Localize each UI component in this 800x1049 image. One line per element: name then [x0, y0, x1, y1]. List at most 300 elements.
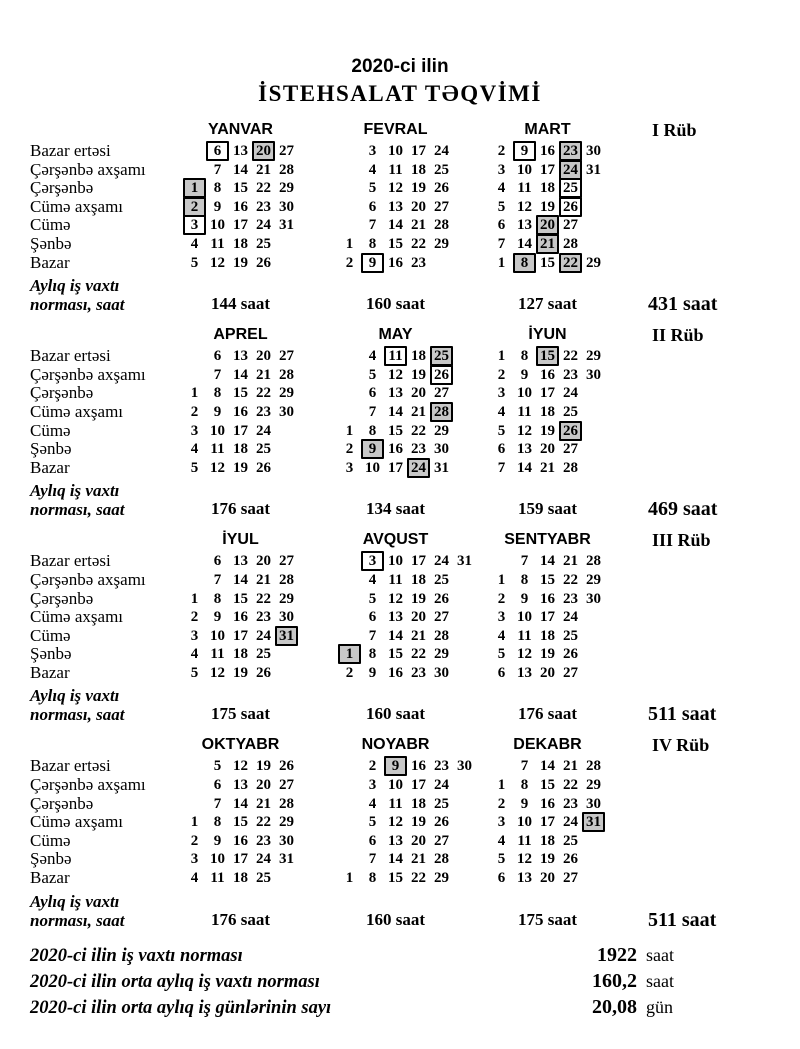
month-week-cell [183, 440, 338, 459]
month-week-cell [183, 813, 338, 832]
date-cell [338, 850, 361, 869]
date-cell-holiday: 20 [536, 215, 559, 235]
date-cell: 20 [411, 832, 426, 849]
date-cell [183, 571, 206, 590]
date-cell: 12 [517, 851, 532, 868]
date-cell: 3 [368, 777, 377, 794]
quarter-block [30, 323, 800, 519]
date-cell: 24 [256, 627, 271, 644]
date-cell-holiday: 9 [361, 439, 384, 459]
weekday-label: Bazar ertəsi [30, 346, 111, 366]
date-cell-holiday: 1 [338, 644, 361, 664]
date-cell [183, 142, 206, 161]
quarter-total: 431 saat [648, 293, 718, 316]
month-week-cell [338, 627, 490, 646]
date-cell: 22 [411, 235, 426, 252]
date-cell: 11 [388, 571, 403, 588]
date-cell: 29 [586, 777, 601, 794]
weekday-row [30, 832, 800, 851]
date-cell: 15 [388, 235, 403, 252]
date-cell: 2 [345, 254, 354, 271]
hours-row [30, 686, 800, 724]
date-cell [605, 142, 628, 161]
month-week-cell [490, 813, 648, 832]
weekday-row [30, 645, 800, 664]
date-cell: 12 [517, 198, 532, 215]
quarter-block [30, 118, 800, 314]
weekday-label: Cümə [30, 215, 71, 235]
date-cell [298, 590, 321, 609]
month-hours: 160 saat [365, 704, 426, 724]
summary-row [30, 970, 800, 996]
date-cell: 28 [563, 235, 578, 252]
spacer [648, 832, 800, 851]
weekday-row [30, 198, 800, 217]
date-cell: 14 [233, 366, 248, 383]
month-week [338, 403, 476, 422]
month-week [490, 235, 628, 254]
date-cell [338, 795, 361, 814]
date-cell: 31 [586, 161, 601, 178]
month-week-cell [183, 571, 338, 590]
month-week-cell [338, 776, 490, 795]
weekday-label: Bazar [30, 252, 70, 272]
date-cell [605, 645, 628, 664]
date-cell: 18 [233, 646, 248, 663]
date-cell [605, 216, 628, 235]
month-header: YANVAR [208, 121, 273, 138]
date-cell: 10 [388, 143, 403, 159]
date-cell: 25 [434, 795, 449, 812]
date-cell [453, 347, 476, 366]
month-week [490, 590, 628, 609]
date-cell-holiday: 24 [407, 458, 430, 478]
date-cell: 5 [497, 198, 506, 215]
date-cell: 2 [368, 758, 377, 775]
month-week [338, 198, 476, 217]
month-week-cell [338, 795, 490, 814]
month-week [338, 608, 476, 627]
date-cell [582, 645, 605, 664]
weekday-row [30, 869, 800, 888]
month-week-cell [183, 198, 338, 217]
date-cell [605, 440, 628, 459]
weekday-row [30, 366, 800, 385]
month-week-cell [338, 384, 490, 403]
date-cell: 13 [233, 777, 248, 794]
date-cell: 30 [434, 664, 449, 681]
month-week [183, 384, 321, 403]
month-header-cell [183, 736, 338, 754]
date-cell: 23 [434, 758, 449, 775]
month-week [338, 440, 476, 459]
weekday-row [30, 254, 800, 273]
date-cell: 7 [368, 217, 377, 234]
spacer [648, 347, 800, 366]
date-cell [183, 776, 206, 795]
month-header: İYUL [222, 531, 259, 549]
date-cell [605, 627, 628, 646]
weekday-label: Şənbə [30, 233, 72, 253]
date-cell: 18 [540, 627, 555, 644]
date-cell: 10 [210, 217, 225, 234]
month-week-cell [338, 571, 490, 590]
date-cell: 1 [497, 348, 506, 365]
date-cell-boxed: 6 [206, 141, 229, 161]
month-week [338, 142, 476, 161]
month-week [490, 552, 628, 571]
month-week-cell [490, 832, 648, 851]
date-cell [605, 795, 628, 814]
date-cell: 1 [190, 385, 199, 402]
month-week [490, 216, 628, 235]
date-cell [453, 142, 476, 161]
date-cell [298, 384, 321, 403]
month-header-row [30, 528, 800, 552]
month-week-cell [490, 366, 648, 385]
date-cell: 22 [563, 348, 578, 365]
date-cell: 12 [210, 664, 225, 681]
month-week [338, 179, 476, 198]
spacer [648, 403, 800, 422]
date-cell: 1 [497, 571, 506, 588]
date-cell [490, 552, 513, 571]
date-cell: 8 [368, 422, 377, 439]
month-week [183, 179, 321, 198]
date-cell: 20 [540, 870, 555, 887]
spacer [648, 142, 800, 161]
spacer [648, 235, 800, 254]
date-cell: 12 [388, 590, 403, 607]
date-cell: 17 [233, 627, 248, 644]
month-week [183, 161, 321, 180]
date-cell: 21 [256, 795, 271, 812]
date-cell-holiday: 31 [275, 626, 298, 646]
weekday-row [30, 627, 800, 646]
date-cell [582, 198, 605, 217]
date-cell: 14 [540, 553, 555, 570]
date-cell [275, 869, 298, 888]
month-week [490, 608, 628, 627]
date-cell: 5 [497, 646, 506, 663]
month-week-cell [183, 459, 338, 478]
date-cell [582, 459, 605, 478]
spacer [648, 850, 800, 869]
date-cell [605, 664, 628, 683]
month-week-cell [338, 664, 490, 683]
month-week [338, 235, 476, 254]
month-week [490, 571, 628, 590]
date-cell [338, 776, 361, 795]
date-cell: 20 [411, 609, 426, 626]
date-cell [298, 664, 321, 683]
summary-row [30, 944, 800, 970]
quarter-label: III Rüb [652, 529, 711, 550]
date-cell [582, 179, 605, 198]
date-cell [453, 813, 476, 832]
weekday-row [30, 664, 800, 683]
date-cell: 21 [411, 627, 426, 644]
summary-label: 2020-ci ilin orta aylıq iş günlərinin sayı [30, 997, 332, 1018]
date-cell: 29 [586, 348, 601, 365]
date-cell: 19 [233, 254, 248, 271]
date-cell: 30 [434, 441, 449, 458]
date-cell-holiday: 23 [559, 141, 582, 161]
month-header-cell [338, 531, 490, 549]
month-week [490, 813, 628, 832]
date-cell [298, 142, 321, 161]
date-cell [298, 254, 321, 273]
date-cell [582, 832, 605, 851]
weekday-row [30, 552, 800, 571]
date-cell [275, 254, 298, 273]
month-week-cell [338, 440, 490, 459]
date-cell-holiday: 26 [559, 421, 582, 441]
date-cell-holiday: 21 [536, 234, 559, 254]
month-week-cell [338, 235, 490, 254]
date-cell [490, 757, 513, 776]
month-week-cell [183, 216, 338, 235]
date-cell: 6 [497, 217, 506, 234]
spacer [648, 552, 800, 571]
month-week [490, 161, 628, 180]
date-cell: 26 [563, 646, 578, 663]
date-cell: 19 [411, 814, 426, 831]
month-hours: 176 saat [517, 704, 578, 724]
date-cell: 2 [497, 590, 506, 607]
date-cell [275, 422, 298, 441]
date-cell [183, 161, 206, 180]
month-hours: 144 saat [210, 294, 271, 314]
date-cell [582, 422, 605, 441]
month-week [183, 422, 321, 441]
date-cell [453, 366, 476, 385]
spacer [648, 776, 800, 795]
month-week-cell [338, 608, 490, 627]
date-cell: 8 [368, 870, 377, 887]
date-cell: 18 [233, 441, 248, 458]
date-cell: 13 [517, 870, 532, 887]
month-week [338, 813, 476, 832]
date-cell: 16 [540, 366, 555, 383]
month-week [338, 645, 476, 664]
month-week [490, 645, 628, 664]
date-cell: 12 [233, 758, 248, 775]
date-cell: 29 [279, 590, 294, 607]
month-week [338, 590, 476, 609]
date-cell: 14 [388, 851, 403, 868]
date-cell: 29 [434, 422, 449, 439]
date-cell: 29 [279, 814, 294, 831]
month-week-cell [183, 347, 338, 366]
month-header-cell [490, 121, 648, 139]
date-cell [298, 179, 321, 198]
date-cell: 19 [233, 459, 248, 476]
date-cell: 23 [411, 441, 426, 458]
date-cell: 11 [517, 180, 532, 197]
date-cell: 8 [213, 385, 222, 402]
weekday-row [30, 235, 800, 254]
date-cell [338, 161, 361, 180]
date-cell: 30 [279, 609, 294, 626]
date-cell [298, 608, 321, 627]
date-cell [605, 403, 628, 422]
date-cell [605, 608, 628, 627]
month-hours: 175 saat [517, 909, 578, 929]
date-cell: 26 [434, 590, 449, 607]
month-week [490, 459, 628, 478]
date-cell [605, 869, 628, 888]
month-week [338, 216, 476, 235]
date-cell [453, 627, 476, 646]
date-cell [582, 869, 605, 888]
weekday-label: Bazar [30, 457, 70, 477]
month-hours-cell [183, 294, 338, 314]
month-header-cell [183, 326, 338, 344]
month-week-cell [490, 757, 648, 776]
month-week [490, 664, 628, 683]
month-week [338, 776, 476, 795]
summary-value: 1922 [597, 943, 637, 966]
date-cell [453, 795, 476, 814]
date-cell [605, 384, 628, 403]
date-cell: 30 [457, 758, 472, 775]
date-cell: 3 [368, 143, 377, 159]
date-cell [298, 403, 321, 422]
date-cell: 15 [540, 571, 555, 588]
date-cell [453, 179, 476, 198]
date-cell: 5 [368, 590, 377, 607]
date-cell: 13 [388, 198, 403, 215]
date-cell: 14 [517, 459, 532, 476]
date-cell: 29 [586, 571, 601, 588]
weekday-label: Bazar ertəsi [30, 756, 111, 776]
date-cell: 29 [434, 646, 449, 663]
month-week-cell [490, 403, 648, 422]
month-week-cell [183, 850, 338, 869]
date-cell: 9 [520, 366, 529, 383]
date-cell: 18 [411, 348, 426, 365]
date-cell: 31 [279, 851, 294, 868]
date-cell: 18 [233, 870, 248, 887]
date-cell-boxed: 9 [513, 141, 536, 161]
weekday-row [30, 813, 800, 832]
date-cell: 28 [434, 217, 449, 234]
month-week [183, 608, 321, 627]
month-week-cell [490, 571, 648, 590]
date-cell: 24 [434, 553, 449, 570]
quarter-label: I Rüb [652, 119, 697, 140]
monthly-norm-label-line1: Aylıq iş vaxtı [30, 276, 120, 296]
date-cell [605, 571, 628, 590]
monthly-norm-label-line1: Aylıq iş vaxtı [30, 891, 120, 911]
weekday-label: Cümə [30, 625, 71, 645]
date-cell: 6 [368, 832, 377, 849]
year-title: 2020-ci ilin [351, 56, 449, 77]
date-cell: 2 [190, 609, 199, 626]
date-cell: 26 [256, 254, 271, 271]
month-hours-cell [183, 704, 338, 724]
date-cell: 14 [540, 758, 555, 775]
date-cell: 16 [411, 758, 426, 775]
date-cell: 30 [279, 832, 294, 849]
month-week [490, 850, 628, 869]
month-hours: 176 saat [210, 909, 271, 929]
spacer [648, 590, 800, 609]
month-header: İYUN [528, 326, 567, 344]
date-cell [298, 161, 321, 180]
date-cell: 4 [368, 161, 377, 178]
date-cell: 4 [497, 627, 506, 644]
date-cell: 17 [233, 217, 248, 234]
date-cell: 25 [434, 161, 449, 178]
month-week [183, 440, 321, 459]
month-week [338, 459, 476, 478]
month-header-cell [338, 121, 490, 139]
date-cell: 26 [563, 851, 578, 868]
month-week-cell [490, 869, 648, 888]
date-cell: 17 [540, 609, 555, 626]
date-cell [582, 235, 605, 254]
date-cell: 5 [190, 254, 199, 271]
date-cell: 3 [497, 814, 506, 831]
date-cell: 19 [540, 198, 555, 215]
date-cell: 24 [563, 385, 578, 402]
date-cell: 27 [434, 609, 449, 626]
date-cell: 30 [586, 590, 601, 607]
monthly-norm-label-line2: norması, saat [30, 295, 125, 315]
date-cell: 27 [563, 441, 578, 458]
date-cell [453, 832, 476, 851]
date-cell: 16 [233, 832, 248, 849]
month-week-cell [490, 459, 648, 478]
date-cell: 24 [563, 609, 578, 626]
date-cell: 27 [434, 385, 449, 402]
date-cell: 25 [563, 832, 578, 849]
date-cell: 26 [279, 758, 294, 775]
month-week [338, 869, 476, 888]
date-cell: 23 [256, 403, 271, 420]
month-hours-cell [338, 294, 490, 314]
date-cell [338, 142, 361, 161]
month-week-cell [183, 179, 338, 198]
date-cell: 25 [434, 571, 449, 588]
date-cell: 2 [190, 832, 199, 849]
date-cell: 5 [497, 851, 506, 868]
month-header-row [30, 118, 800, 142]
date-cell [582, 403, 605, 422]
month-week [490, 627, 628, 646]
weekday-label: Cümə [30, 830, 71, 850]
date-cell-holiday: 2 [183, 197, 206, 217]
date-cell: 10 [388, 777, 403, 794]
date-cell: 14 [233, 161, 248, 178]
date-cell: 3 [497, 609, 506, 626]
date-cell: 24 [256, 217, 271, 234]
date-cell: 10 [210, 851, 225, 868]
weekday-label: Çərşənbə axşamı [30, 775, 146, 795]
date-cell [338, 198, 361, 217]
date-cell [605, 590, 628, 609]
month-week-cell [338, 142, 490, 161]
date-cell [605, 198, 628, 217]
date-cell: 25 [256, 646, 271, 663]
month-week-cell [490, 179, 648, 198]
date-cell [453, 403, 476, 422]
date-cell: 1 [190, 590, 199, 607]
month-hours: 175 saat [210, 704, 271, 724]
weekday-label: Çərşənbə [30, 793, 94, 813]
